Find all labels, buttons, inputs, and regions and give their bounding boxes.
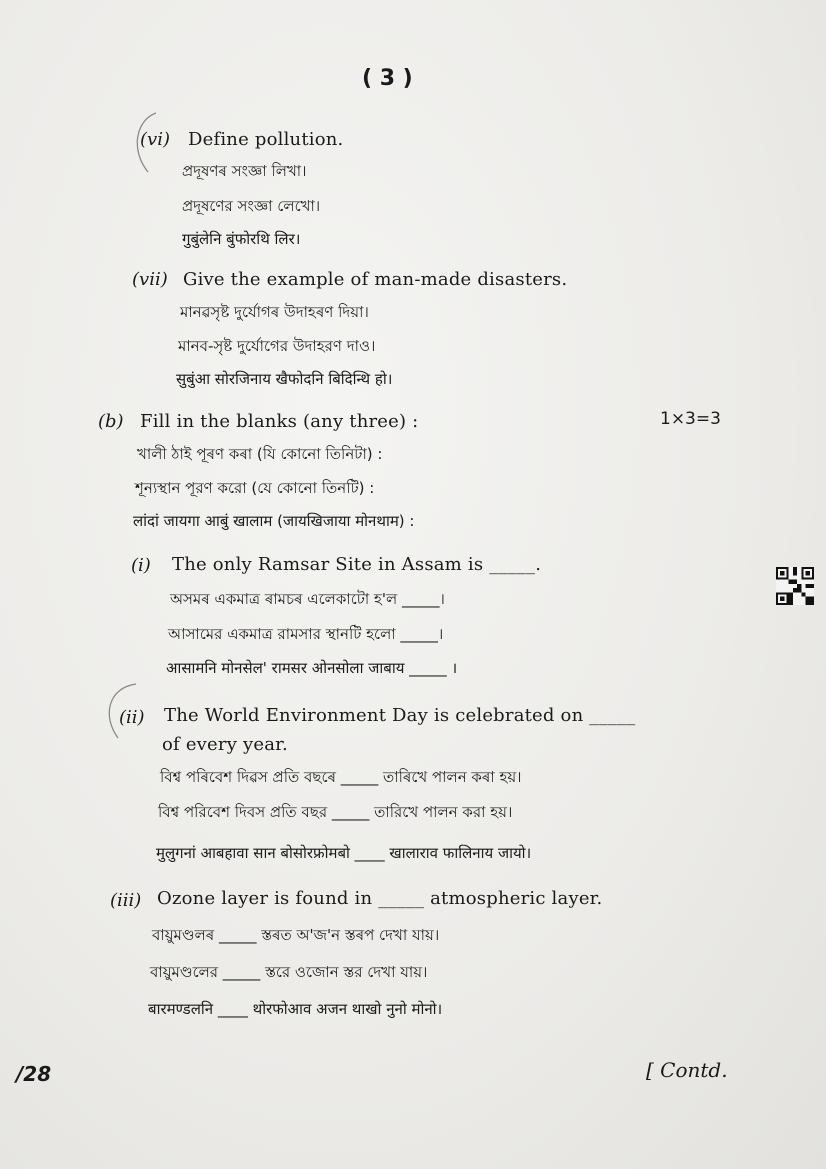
question-text-english: Ozone layer is found in _____ atmospheric layer.: [157, 888, 603, 909]
question-number: (vi): [140, 129, 170, 150]
section-instruction-bengali: শূন্যস্থান পূরণ করো (যে কোনো তিনটি) :: [135, 479, 375, 497]
question-text-bengali: বায়ুমণ্ডলের _____ স্তরে ওজোন স্তর দেখা যায়।: [150, 963, 428, 981]
question-text-assamese: প্ৰদূষণৰ সংজ্ঞা লিখা।: [182, 162, 307, 180]
question-text-bengali: আসামের একমাত্র রামসার স্থানটি হলো _____।: [168, 625, 444, 643]
section-instruction-assamese: খালী ঠাই পূৰণ কৰা (যি কোনো তিনিটা) :: [137, 445, 383, 463]
question-text-english: The World Environment Day is celebrated on _____: [164, 705, 636, 726]
question-text-english: The only Ramsar Site in Assam is _____.: [172, 554, 542, 575]
qr-code-icon: [776, 567, 814, 605]
question-text-bodo: सुबुंआ सोरजिनाय खैफोदनि बिदिन्थि हो।: [176, 370, 393, 388]
question-text-bengali: প্রদূষণের সংজ্ঞা লেখো।: [182, 197, 321, 215]
question-text-english-continued: of every year.: [162, 734, 288, 755]
marks-allocation: 1×3=3: [660, 409, 721, 429]
question-number: (vii): [132, 269, 168, 290]
question-text-assamese: বিশ্ব পৰিবেশ দিৱস প্ৰতি বছৰে _____ তাৰিখে পালন কৰা হয়।: [160, 768, 522, 786]
question-text-bodo: मुलुगनां आबहावा सान बोसोरफ्रोमबो ____ खालाराव फालिनाय जायो।: [156, 844, 532, 862]
question-text-assamese: মানৱসৃষ্ট দুৰ্যোগৰ উদাহৰণ দিয়া।: [180, 303, 369, 321]
question-number: (i): [131, 555, 151, 576]
question-text-bengali: বিশ্ব পরিবেশ দিবস প্রতি বছর _____ তারিখে পালন করা হয়।: [158, 803, 513, 821]
question-number: (ii): [119, 707, 145, 728]
question-text-assamese: অসমৰ একমাত্ৰ ৰামচৰ এলেকাটো হ'ল _____।: [170, 590, 445, 608]
question-text-bodo: गुबुंलेनि बुंफोरथि लिर।: [182, 230, 301, 248]
paper-code: /28: [16, 1062, 52, 1086]
question-text-bodo: बारमण्डलनि ____ थोरफोआव अजन थाखो नुनो मोनो।: [148, 1000, 443, 1018]
section-instruction-english: Fill in the blanks (any three) :: [140, 411, 419, 432]
question-text-bodo: आसामनि मोनसेल' रामसर ओनसोला जाबाय _____ ।: [166, 659, 458, 677]
question-number: (iii): [110, 890, 142, 911]
page-number: ( 3 ): [362, 66, 413, 91]
section-label: (b): [98, 411, 124, 432]
question-text-english: Give the example of man-made disasters.: [183, 269, 568, 290]
question-text-assamese: বায়ুমণ্ডলৰ _____ স্তৰত অ'জ'ন স্তৰপ দেখা যায়।: [152, 926, 440, 944]
section-instruction-bodo: लांदां जायगा आबुं खालाम (जायखिजाया मोनथाम) :: [133, 512, 415, 530]
question-text-english: Define pollution.: [188, 129, 344, 150]
continued-label: [ Contd.: [646, 1058, 728, 1082]
question-text-bengali: মানব-সৃষ্ট দুর্যোগের উদাহরণ দাও।: [178, 337, 376, 355]
